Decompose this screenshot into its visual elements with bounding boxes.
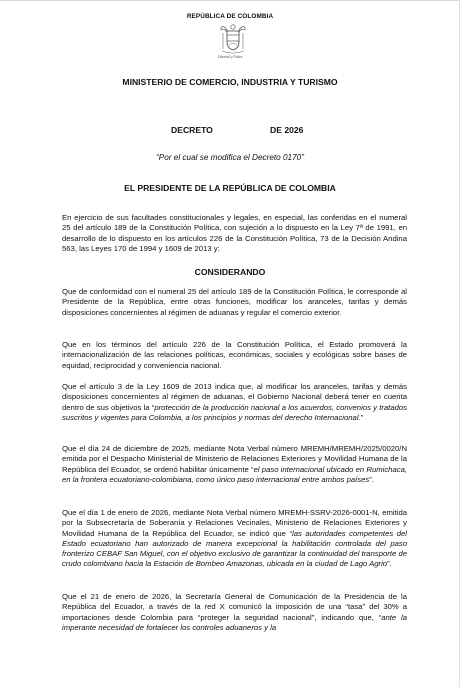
considerando-paragraph <box>62 444 407 485</box>
considerando-heading: CONSIDERANDO <box>194 267 266 277</box>
paragraph-text: Que el día 1 de enero de 2026, mediante Nota Verbal número MREMH-SSRV-2026-0001-N, emitida por la Subsecretaría de Soberanía y Relaciones Vecinales, Ministerio de Relaciones Exteriores y Movilidad Humana de la República del Ecuador, se indicó que “ <box>62 508 407 538</box>
seal-motto: Libertad y Orden <box>217 55 243 59</box>
considerando-paragraph <box>62 287 407 318</box>
paragraph-text-tail: .” <box>358 412 364 422</box>
considerando-paragraph <box>62 508 407 570</box>
paragraph-text-tail: ”. <box>387 559 392 569</box>
decree-epigraph: “Por el cual se modifica el Decreto 0170” <box>156 153 304 162</box>
paragraph-quote: ante la imperante necesidad de fortalecer los controles aduaneros y la <box>62 612 407 632</box>
paragraph-text: Que el 21 de enero de 2026, la Secretaría General de Comunicación de la Presidencia de la República del Ecuador, a través de la red X comunicó la imposición de una “tasa” del 30% a importaciones desde Colombia para “proteger la seguridad nacional”, indicando que, “ <box>62 592 407 622</box>
considerando-paragraph <box>62 340 407 371</box>
decree-label: DECRETO <box>171 125 213 135</box>
paragraph-text: Que el día 24 de diciembre de 2025, mediante Nota Verbal número MREMH/MREMH/2025/0020/N emitida por el Despacho Ministerial de Ministerio de Relaciones Exteriores y Movilidad Humana de la República del Ecuador, se ordenó habilitar únicamente “ <box>62 444 407 474</box>
considerando-paragraph <box>62 592 407 633</box>
considerando-paragraph <box>62 382 407 423</box>
coat-of-arms-seal <box>219 23 247 56</box>
decree-number-row <box>0 125 460 137</box>
page-edge-top <box>0 0 460 1</box>
paragraph-quote: protección de la producción nacional a los acuerdos, convenios y tratados suscritos y vigentes para Colombia, a los principios y normas del derecho Internacional <box>62 402 407 422</box>
paragraph-text: Que el artículo 3 de la Ley 1609 de 2013 indica que, al modificar los aranceles, tarifas y demás disposiciones concernientes al régimen de aduanas, el Gobierno Nacional deberá tener en cuenta dentro de sus objetivos la “ <box>62 382 407 412</box>
ministry-title: MINISTERIO DE COMERCIO, INDUSTRIA Y TURISMO <box>122 77 338 87</box>
decree-year: DE 2026 <box>270 125 304 135</box>
paragraph-quote: el paso internacional ubicado en Rumichaca, en la frontera ecuatoriano-colombiana, como único paso internacional entre ambos países <box>62 464 407 484</box>
paragraph-text: Que de conformidad con el numeral 25 del artículo 189 de la Constitución Política, le corresponde al Presidente de la República, entre otras funciones, modificar los aranceles, tarifas y demás disposiciones concernientes al régimen de aduanas y regular el comercio exterior. <box>62 287 407 317</box>
republic-header: REPÚBLICA DE COLOMBIA <box>186 13 274 20</box>
paragraph-text-tail: ”. <box>369 474 374 484</box>
paragraph-text: Que en los términos del artículo 226 de la Constitución Política, el Estado promoverá la internacionalización de las relaciones políticas, económicas, sociales y ecológicas sobre bases de equidad, reciprocidad y conveniencia nacional. <box>62 340 407 370</box>
paragraph-quote: las autoridades competentes del Estado ecuatoriano han autorizado de manera excepcional la habilitación controlada del paso fronterizo CEBAF San Miguel, con el objetivo exclusivo de garantizar la continuidad del transporte de crudo colombiano hacia la Estación de Bombeo Amazonas, ubicada en la ciudad de Lago Agrio <box>62 528 408 569</box>
issuer-title: EL PRESIDENTE DE LA REPÚBLICA DE COLOMBIA <box>124 183 336 193</box>
preamble-paragraph: En ejercicio de sus facultades constitucionales y legales, en especial, las conferidas en el numeral 25 del artículo 189 de la Constitución Política, con sujeción a lo dispuesto en la Ley 7ª de 1991, en desarrollo de lo dispuesto en los artículos 226 de la Constitución Política, 73 de la Decisión Andina 563, las Leyes 170 de 1994 y 1609 de 2013 y: <box>62 213 407 253</box>
